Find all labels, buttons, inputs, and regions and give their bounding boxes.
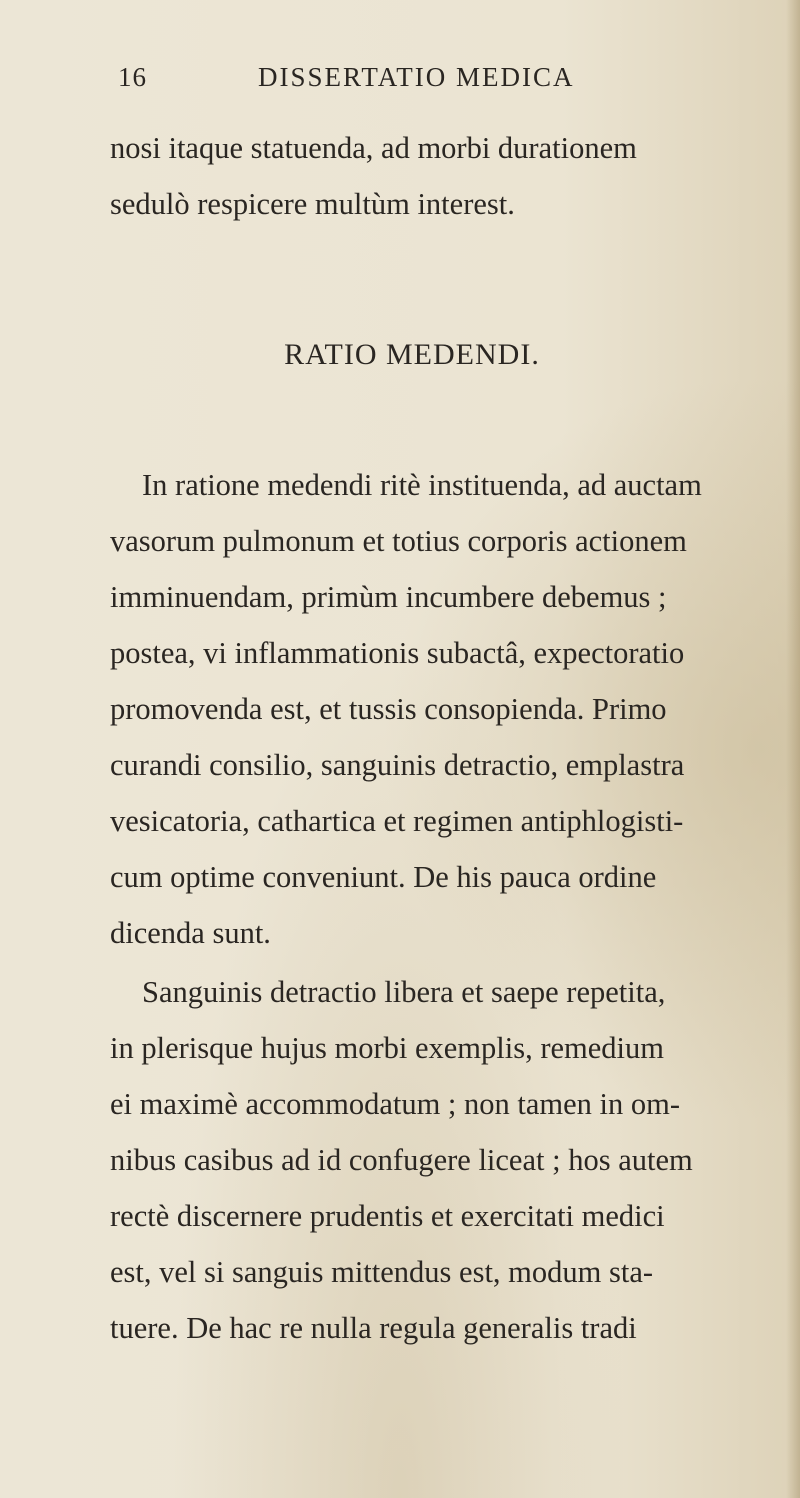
text-line: ei maximè accommodatum ; non tamen in om- [110, 1087, 681, 1121]
text-line: imminuendam, primùm incumbere debemus ; [110, 580, 667, 614]
paragraph-ratio-medendi [110, 457, 800, 961]
section-heading: RATIO MEDENDI. [284, 338, 540, 371]
text-line: vasorum pulmonum et totius corporis actionem [110, 524, 687, 558]
text-line: nosi itaque statuenda, ad morbi durationem [110, 131, 637, 165]
running-head: DISSERTATIO MEDICA [258, 62, 575, 92]
text-line: sedulò respicere multùm interest. [110, 187, 515, 221]
text-line: In ratione medendi ritè instituenda, ad auctam [142, 468, 702, 502]
paragraph-sanguinis-detractio [110, 964, 800, 1356]
text-line: est, vel si sanguis mittendus est, modum sta- [110, 1255, 654, 1289]
text-line: curandi consilio, sanguinis detractio, emplastra [110, 748, 685, 782]
text-line: nibus casibus ad id confugere liceat ; hos autem [110, 1143, 693, 1177]
text-line: promovenda est, et tussis consopienda. Primo [110, 692, 667, 726]
text-line: rectè discernere prudentis et exercitati medici [110, 1199, 665, 1233]
opening-text [110, 120, 800, 232]
page-number: 16 [118, 62, 147, 92]
text-line: in plerisque hujus morbi exemplis, remedium [110, 1031, 664, 1065]
text-line: tuere. De hac re nulla regula generalis tradi [110, 1311, 637, 1345]
text-line: postea, vi inflammationis subactâ, expectoratio [110, 636, 685, 670]
text-line: Sanguinis detractio libera et saepe repetita, [142, 975, 666, 1009]
page-header [118, 62, 638, 102]
text-line: vesicatoria, cathartica et regimen antiphlogisti- [110, 804, 684, 838]
text-line: cum optime conveniunt. De his pauca ordine [110, 860, 657, 894]
text-line: dicenda sunt. [110, 916, 271, 950]
